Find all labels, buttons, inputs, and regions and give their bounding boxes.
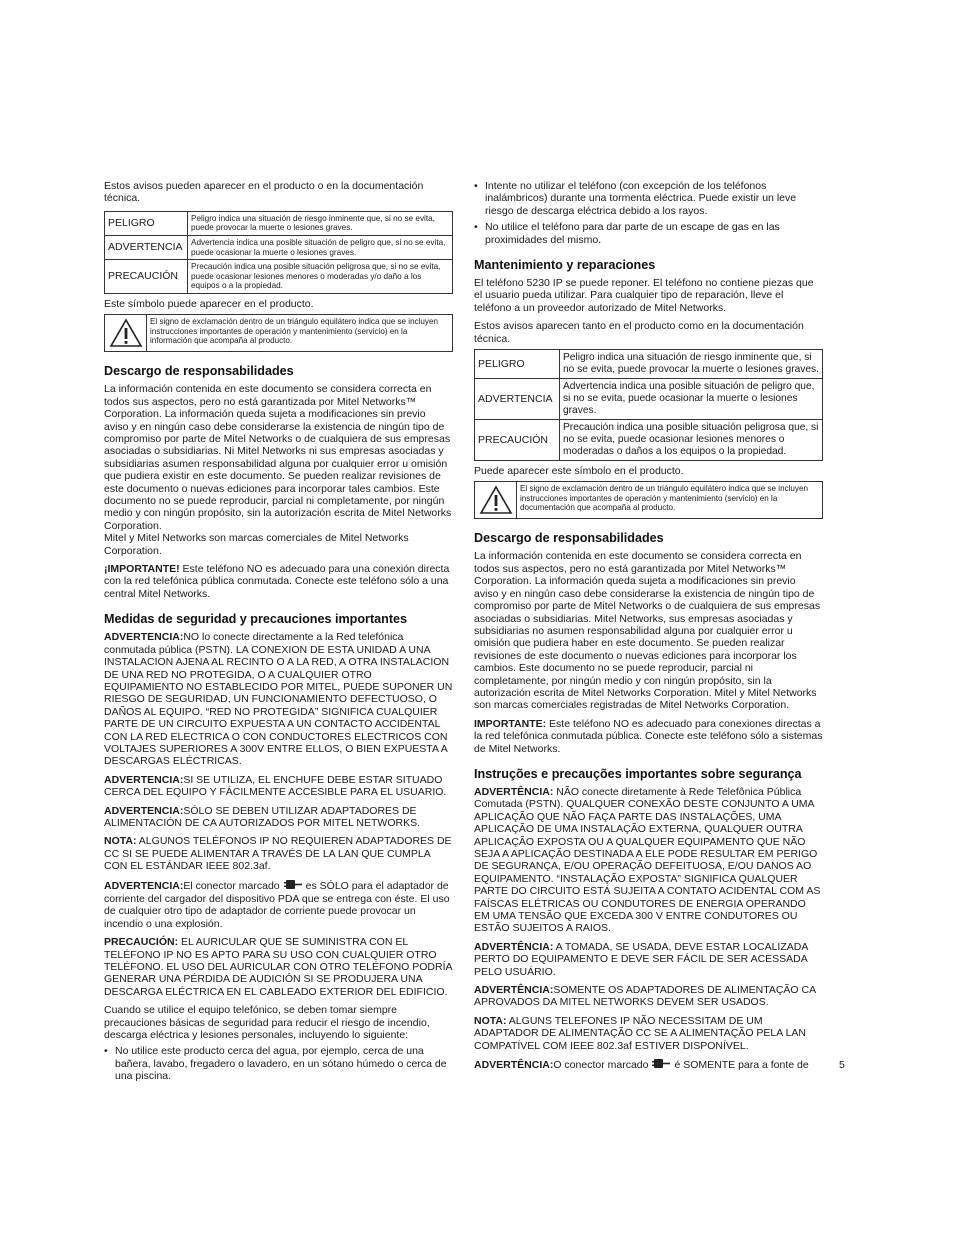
notices-intro: Estos avisos pueden aparecer en el producto o en la documentación técnica. [104,180,424,205]
disclaimer-text: La información contenida en este documento se considera correcta en todos sus aspectos, pero no está garantizada por Mitel Networks™ Corporation. La información queda sujeta a modificaciones sin previo aviso y en ningún caso debe considerarse la existencia de ningún tipo de compromiso por parte de Mitel Networks o de cualquiera de sus empresas asociadas o subsidiarias. Mitel Networks, sus empresas asociadas y subsidiarias no asumen responsabilidad alguna por cualquier error u omisión que pudiera haber en este documento. Se pueden realizar revisiones de este documento o nuevas ediciones para incorporar los cambios. Este documento no se puede reproducir, parcial ni completamente, por ningún medio y con ningún propósito, sin la autorización escrita de Mitel Networks Corporation. Mitel y Mitel Networks son marcas comerciales registradas de Mitel Networks Corporation. [474,550,821,712]
symbol-box [104,314,453,352]
maintenance-heading: Mantenimiento y reparaciones [474,258,656,273]
list-item: • No utilice el teléfono para dar parte de un escape de gas en las proximidades del mismo. [474,221,823,246]
plug-text-after: é SOMENTE para a fonte de [674,1059,809,1072]
safety-label: ADVERTÊNCIA: [474,940,554,953]
symbol-box [474,481,823,519]
safety-text: SI SE UTILIZA, EL ENCHUFE DEBE ESTAR SITUADO CERCA DEL EQUIPO Y FÁCILMENTE ACCESIBLE PARA EL USUARIO. [104,773,447,799]
notice-table [104,211,453,294]
table-row [105,236,453,260]
safety-text: SOMENTE OS ADAPTADORES DE ALIMENTAÇÃO CA APROVADOS DA MITEL NETWORKS DEVEM SER USADOS. [474,984,816,1009]
plug-warning [104,879,453,931]
important-note [474,718,823,755]
plug-text-after: es SÓLO para el adaptador de corriente del cargador del dispositivo PDA que se entrega con éste. El uso de cualquier otro tipo de adaptador de corriente puede provocar un incendio o una explosión. [104,879,450,930]
trademark-text: Mitel y Mitel Networks son marcas comerciales de Mitel Networks Corporation. [104,532,409,557]
safety-label: ADVERTENCIA: [104,804,184,817]
safety-item [104,835,453,872]
notice-label: ADVERTENCIA [475,379,560,420]
safety-text: NÃO conecte diretamente à Rede Telefônica Pública Comutada (PSTN). QUALQUER CONEXÃO DESTE CONJUNTO A UMA APLICAÇÃO QUE NÃO FAÇA PARTE DAS INSTALAÇÕES, UMA APLICAÇÃO DE UMA INSTALAÇÃO EXTERNA, QUALQUER OUTRA APLICAÇÃO EXPOSTA OU A QUALQUER EQUIPAMENTO QUE NÃO SEJA A APLICAÇÃO DESTINADA A ELE PODE RESULTAR EM PERIGO DE SEGURANÇA, E/OU OPERAÇÃO DEFEITUOSA, E/OU DANOS AO EQUIPAMENTO. “INSTALAÇÃO EXPOSTA” SIGNIFICA QUALQUER PARTE DO CIRCUITO ESTÁ SUJEITA A CONTATO ACIDENTAL COM AS FAÍSCAS ELÉTRICAS OU CONDUTORES DE ENERGIA OPERANDO EM UMA TENSÃO QUE EXCEDA 300 V ENTRE CONDUTORES OU ESTÃO SUJEITOS A RAIOS. [474,785,821,935]
important-note [104,563,453,600]
plug-icon [284,879,302,893]
safety-item [104,631,453,767]
important-label: IMPORTANTE: [474,717,547,730]
safety-text: ALGUNS TELEFONES IP NÃO NECESSITAM DE UM ADAPTADOR DE ALIMENTAÇÃO CC SE A ALIMENTAÇÃO PELA LAN COMPATÍVEL COM IEEE 802.3af ESTIVER DISPONÍVEL. [474,1014,807,1052]
warning-triangle-icon [105,315,147,351]
safety-label: NOTA: [474,1014,507,1027]
safety-label: ADVERTÊNCIA: [474,1059,554,1072]
table-row [105,211,453,235]
notice-text: Precaución indica una posible situación peligrosa que, si no se evita, puede ocasionar lesiones menores o moderadas y/o daño a los equipos o a la propiedad. [188,260,453,294]
safety-item [104,774,453,799]
important-text: Este teléfono NO es adecuado para conexiones directas a la red telefónica conmutada pública. Conecte este teléfono sólo a sistemas de Mitel Networks. [474,717,823,755]
safety-heading: Medidas de seguridad y precauciones importantes [104,612,408,627]
safety-item [474,984,823,1009]
warning-triangle-icon [475,482,517,518]
safety-text: ALGUNOS TELÉFONOS IP NO REQUIEREN ADAPTADORES DE CC SI SE PUEDE ALIMENTAR A TRAVÉS DE LA LAN QUE CUMPLA CON EL ESTÁNDAR IEEE 802.3af. [104,835,452,873]
safety-item [474,1015,823,1052]
caution-item [104,936,453,998]
notice-label: ADVERTENCIA [105,236,188,260]
notice-label: PELIGRO [105,211,188,235]
notices-intro: Estos avisos aparecen tanto en el producto como en la documentación técnica. [474,320,804,345]
notice-table [474,349,823,461]
notice-label: PELIGRO [475,350,560,379]
caution-label: PRECAUCIÓN: [104,936,179,949]
safety-text: NO lo conecte directamente a la Red telefónica conmutada pública (PSTN). LA CONEXION DE ESTA UNIDAD A UNA INSTALACION AJENA AL RECINTO O A LA RED, A OTRA INSTALACION DE UNA RED NO PROTEGIDA, O A CUALQUIER OTRO EQUIPAMIENTO NO ESTABLECIDO POR MITEL, PUEDE SUPONER UN RIESGO DE SEGURIDAD, UN FUNCIONAMIENTO DEFECTUOSO, O DAÑOS AL EQUIPO. “RED NO PROTEGIDA” SIGNIFICA CUALQUIER PARTE DE UN CIRCUITO EXPUESTA A UN CONTACTO ACCIDENTAL CON LA RED ELECTRICA O CON CONDUCTORES ELECTRICOS CON VOLTAJES SUPERIORES A 300V ENTRE ELLOS, O BIEN EXPUESTA A DESCARGAS ELÉCTRICAS. [104,631,453,768]
symbol-intro: Este símbolo puede aparecer en el producto. [104,297,314,310]
list-item: • No utilice este producto cerca del agua, por ejemplo, cerca de una bañera, lavabo, fregadero o lavadero, en un sótano húmedo o cerca de una piscina. [104,1045,453,1082]
safety-item [474,786,823,935]
important-text: Este teléfono NO es adecuado para una conexión directa con la red telefónica pública conmutada. Conecte este teléfono sólo a una central Mitel Networks. [104,563,450,600]
maintenance-text: El teléfono 5230 IP se puede reponer. El teléfono no contiene piezas que el usuario pueda utilizar. Para cualquier tipo de reparación, lleve el teléfono a un proveedor autorizado de Mitel Networks. [474,277,814,314]
notice-text: Advertencia indica una posible situación de peligro que, si no se evita, puede ocasionar la muerte o lesiones graves. [188,236,453,260]
left-column [104,180,453,1089]
notice-text: Peligro indica una situación de riesgo inminente que, si no se evita, puede provocar la muerte o lesiones graves. [188,211,453,235]
table-row [475,420,823,461]
safety-label: ADVERTENCIA: [104,773,184,786]
symbol-text: El signo de exclamación dentro de un triángulo equilátero indica que se incluyen instrucciones importantes de operación y mantenimiento (servicio) en la información que acompaña al producto. [150,317,438,346]
table-row [105,260,453,294]
notice-label: PRECAUCIÓN [475,420,560,461]
symbol-text: El signo de exclamación dentro de un triángulo equilátero indica que se incluyen instrucciones importantes de operación y mantenimiento (servicio) en la documentación que acompaña al producto. [520,484,808,513]
safety-text: SÓLO SE DEBEN UTILIZAR ADAPTADORES DE ALIMENTACIÓN DE CA AUTORIZADOS POR MITEL NETWORKS. [104,804,421,829]
plug-icon [652,1058,670,1072]
notice-text: Peligro indica una situación de riesgo inminente que, si no se evita, puede provocar la muerte o lesiones graves. [560,350,823,379]
disclaimer-text: La información contenida en este documento se considera correcta en todos sus aspectos, pero no está garantizada por Mitel Networks™ Corporation. La información queda sujeta a modificaciones sin previo aviso y en ningún caso debe considerarse la existencia de ningún tipo de compromiso por parte de Mitel Networks o de cualquiera de sus empresas asociadas o subsidiarias. Ni Mitel Networks ni sus empresas asociadas y subsidiarias asumen responsabilidad alguna por cualquier error u omisión que pudiera existir en este documento. Se pueden realizar revisiones de este documento o nuevas ediciones para incorporar tales cambios. Este documento no se puede reproducir, parcial ni completamente, por ningún medio y con ningún propósito, sin la autorización escrita de Mitel Networks Corporation. [104,383,452,532]
plug-warning [474,1058,823,1072]
precautions-list [474,180,823,246]
safety-item [474,941,823,978]
page-number: 5 [839,1059,845,1071]
plug-text-before: El conector marcado [183,879,280,892]
precautions-intro: Cuando se utilice el equipo telefónico, se deben tomar siempre precauciones básicas de seguridad para reducir el riesgo de incendio, descarga eléctrica y lesiones personales, incluyendo lo siguiente: [104,1004,430,1042]
safety-label: ADVERTENCIA: [104,879,184,892]
table-row [475,379,823,420]
notice-text: Advertencia indica una posible situación de peligro que, si no se evita, puede ocasionar la muerte o lesiones graves. [560,379,823,420]
safety-heading: Instruções e precauções importantes sobre segurança [474,766,802,781]
table-row [475,350,823,379]
safety-label: ADVERTENCIA: [104,631,184,644]
notice-label: PRECAUCIÓN [105,260,188,294]
right-column [474,180,823,1079]
safety-label: ADVERTÊNCIA: [474,785,554,798]
list-item: • Intente no utilizar el teléfono (con excepción de los teléfonos inalámbricos) durante una tormenta eléctrica. Puede existir un leve riesgo de descarga eléctrica debido a los rayos. [474,180,823,217]
safety-label: ADVERTÊNCIA: [474,984,554,997]
symbol-intro: Puede aparecer este símbolo en el producto. [474,465,684,478]
disclaimer-heading: Descargo de responsabilidades [104,364,294,379]
plug-text-before: O conector marcado [553,1059,649,1072]
precautions-list [104,1045,453,1082]
disclaimer-heading: Descargo de responsabilidades [474,531,664,546]
safety-label: NOTA: [104,835,137,848]
safety-text: A TOMADA, SE USADA, DEVE ESTAR LOCALIZADA PERTO DO EQUIPAMENTO E DEVE SER FÁCIL DE SER ACESSADA PELO USUÁRIO. [474,940,808,978]
caution-text: EL AURICULAR QUE SE SUMINISTRA CON EL TELÉFONO IP NO ES APTO PARA SU USO CON CUALQUIER OTRO TELÉFONO. EL USO DEL AURICULAR CON OTRO TELÉFONO PODRÍA GENERAR UNA PÉRDIDA DE AUDICIÓN SI SE PRODUJERA UNA DESCARGA ELÉCTRICA EN EL CABLEADO EXTERIOR DEL EDIFICIO. [104,936,452,998]
important-label: ¡IMPORTANTE! [104,563,180,576]
safety-item [104,805,453,830]
notice-text: Precaución indica una posible situación peligrosa que, si no se evita, puede ocasionar lesiones menores o moderadas o daños a los equipos o la propiedad. [560,420,823,461]
